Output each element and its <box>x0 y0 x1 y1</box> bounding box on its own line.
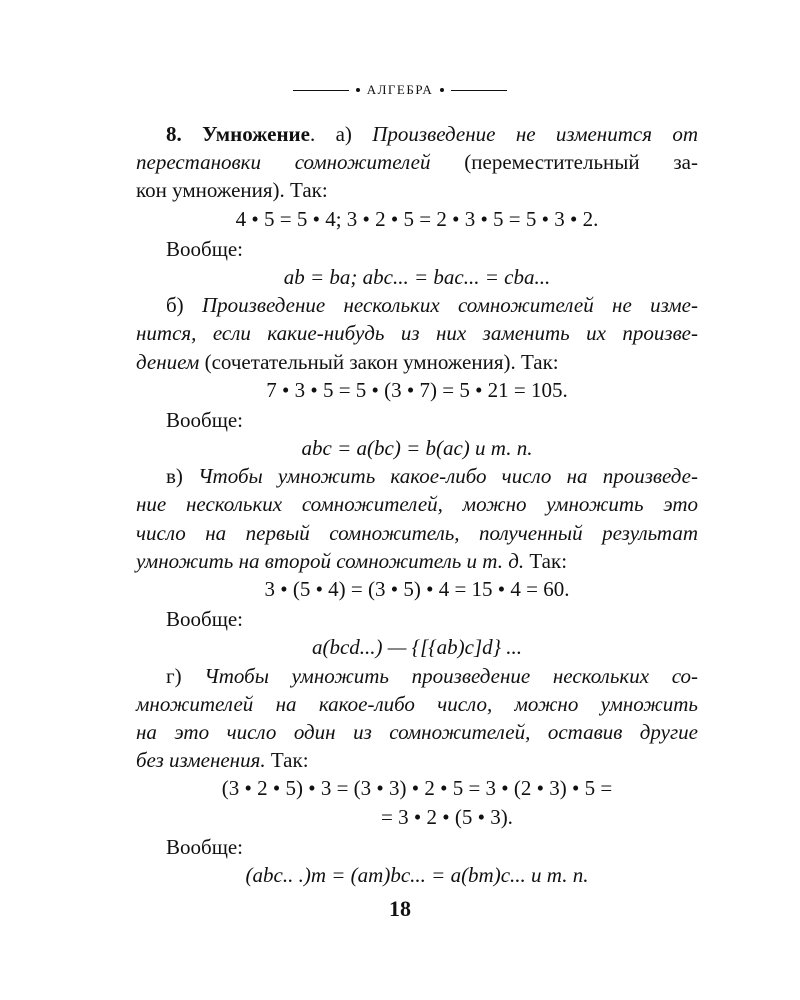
section-b-line-2 <box>136 319 698 347</box>
section-number: 8. <box>166 122 182 146</box>
section-a-example-formula: 4 • 5 = 5 • 4; 3 • 2 • 5 = 2 • 3 • 5 = 5 • 3 • 2. <box>235 206 599 231</box>
section-b-example-formula: 7 • 3 • 5 = 5 • (3 • 7) = 5 • 21 = 105. <box>266 377 568 402</box>
page-body <box>136 120 698 889</box>
section-b-rule-text-3: дением <box>136 349 200 374</box>
section-d-line-3 <box>136 718 698 746</box>
section-d-line-1 <box>136 662 698 690</box>
section-b-text-3: (сочетательный закон умножения). Так: <box>199 349 559 374</box>
section-b-line-1 <box>136 291 698 319</box>
section-c-rule-text-3: число на первый сомножитель, полученный результат <box>136 520 698 545</box>
section-b-line-3 <box>136 348 698 376</box>
running-header <box>0 80 800 100</box>
section-a-line-3: кон умножения). Так: <box>136 178 328 203</box>
section-c-general-formula: a(bcd...) — {[{ab)c]d} ... <box>311 635 523 660</box>
section-d-general-label: Вообще: <box>166 834 244 859</box>
section-b-rule-text-2: нится, если какие-нибудь из них заменить их произве- <box>136 321 698 346</box>
section-c-general-label: Вообще: <box>166 607 244 632</box>
section-c-line-3 <box>136 519 698 547</box>
section-a-text-2: (переместительный за- <box>430 150 698 175</box>
section-heading: Умножение <box>202 122 310 146</box>
section-d-rule-text-4: без изменения. <box>136 748 266 773</box>
section-c-rule-text-1: Чтобы умножить какое-либо число на произведе- <box>198 464 698 489</box>
section-d-text-4: Так: <box>265 748 309 773</box>
header-dot-right <box>440 88 444 92</box>
section-d-example-formula-2: = 3 • 2 • (5 • 3). <box>381 804 513 829</box>
section-c-rule-text-4: умножить на второй сомножитель и т. д. <box>136 548 525 573</box>
page-number: 18 <box>389 896 411 921</box>
section-a-rule-text-2: перестановки сомножителей <box>136 150 431 175</box>
section-b-general-formula: abc = a(bc) = b(ac) и т. п. <box>301 436 533 461</box>
header-rule-left <box>293 90 349 91</box>
section-d-label: г) <box>166 663 205 688</box>
section-d-rule-text-1: Чтобы умножить произведение нескольких со- <box>204 663 699 688</box>
section-d-example-formula-1: (3 • 2 • 5) • 3 = (3 • 3) • 2 • 5 = 3 • (2 • 3) • 5 = <box>221 776 613 801</box>
section-b-label: б) <box>166 293 202 318</box>
header-dot-left <box>356 88 360 92</box>
section-c-line-1 <box>136 462 698 490</box>
section-d-rule-text-3: на это число один из сомножителей, оставив другие <box>136 719 698 744</box>
section-c-example-formula: 3 • (5 • 4) = (3 • 5) • 4 = 15 • 4 = 60. <box>264 577 570 601</box>
section-c-text-4: Так: <box>524 548 568 573</box>
section-a-rule-text-1: Произведение не изменится от <box>372 122 698 146</box>
section-a-line-1 <box>136 120 698 148</box>
section-c-label: в) <box>166 464 199 489</box>
section-a-general-label: Вообще: <box>166 236 244 261</box>
section-c-rule-text-2: ние нескольких сомножителей, можно умножить это <box>136 492 698 517</box>
section-c-line-4 <box>136 547 698 575</box>
header-rule-right <box>451 90 507 91</box>
section-a-general-formula: ab = ba; abc... = bac... = cba... <box>283 264 551 289</box>
header-title: АЛГЕБРА <box>366 82 434 97</box>
section-c-line-2 <box>136 490 698 518</box>
section-b-rule-text-1: Произведение нескольких сомножителей не изме- <box>201 293 698 318</box>
section-d-line-4 <box>136 746 698 774</box>
section-a-label: . а) <box>309 122 373 146</box>
section-a-line-2 <box>136 148 698 176</box>
section-d-general-formula: (abc.. .)m = (am)bc... = a(bm)c... и т. п. <box>245 862 589 887</box>
section-b-general-label: Вообще: <box>166 407 244 432</box>
section-d-line-2 <box>136 690 698 718</box>
section-d-rule-text-2: множителей на какое-либо число, можно умножить <box>136 691 698 716</box>
